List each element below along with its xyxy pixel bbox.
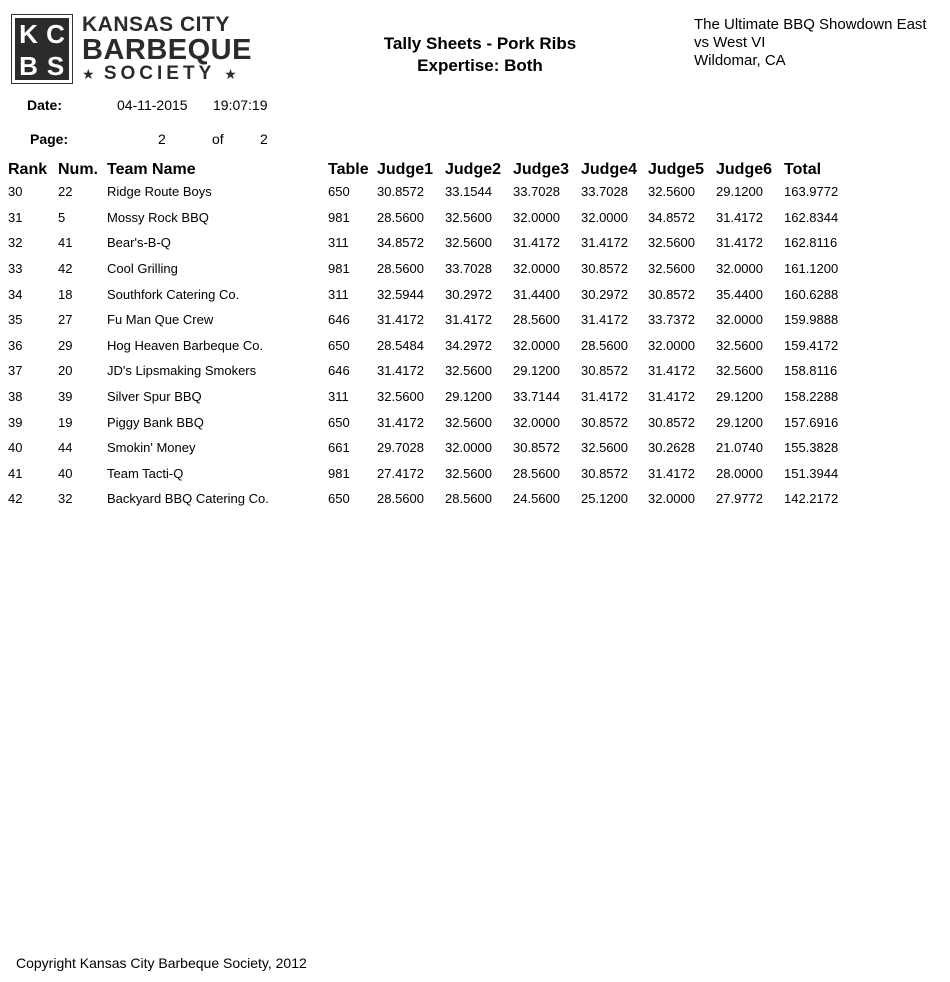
table-row [8,333,854,359]
table-row [8,384,854,410]
table-row [8,358,854,384]
total-cell: 142.2172 [784,491,839,507]
team-name-cell: JD's Lipsmaking Smokers [107,363,257,379]
logo-wordmark [82,14,272,84]
team-name-cell: Team Tacti-Q [107,465,184,481]
judge4-cell: 25.1200 [581,491,628,507]
judge2-cell: 32.5600 [445,209,492,225]
rank-cell: 36 [8,337,23,353]
judge5-cell: 31.4172 [648,389,695,405]
rank-cell: 33 [8,261,23,277]
judge3-cell: 32.0000 [513,261,560,277]
judge1-cell: 32.5600 [377,389,424,405]
judge2-cell: 32.5600 [445,235,492,251]
table-number-cell: 650 [328,184,350,200]
judge2-cell: 33.7028 [445,261,492,277]
table-number-cell: 646 [328,363,350,379]
copyright: Copyright Kansas City Barbeque Society, 2012 [16,955,307,971]
table-row [8,486,854,512]
judge2-cell: 32.5600 [445,363,492,379]
report-title: Tally Sheets - Pork Ribs [383,34,577,53]
star-icon: ★ [82,66,95,82]
judge6-cell: 29.1200 [716,414,763,430]
team-number-cell: 40 [58,465,73,481]
team-name-cell: Ridge Route Boys [107,184,212,200]
team-number-cell: 39 [58,389,73,405]
judge1-cell: 32.5944 [377,286,424,302]
page-label: Page: [30,131,69,147]
table-number-cell: 981 [328,209,350,225]
judge5-cell: 32.0000 [648,337,695,353]
team-name-cell: Cool Grilling [107,261,178,277]
team-number-cell: 20 [58,363,73,379]
kcbs-mark [11,14,73,84]
judge1-cell: 30.8572 [377,184,424,200]
table-row [8,461,854,487]
column-header: Judge1 [377,161,434,178]
rank-cell: 39 [8,414,23,430]
judge6-cell: 32.5600 [716,363,763,379]
team-name-cell: Silver Spur BBQ [107,389,202,405]
judge5-cell: 31.4172 [648,363,695,379]
table-number-cell: 311 [328,389,349,405]
judge5-cell: 30.8572 [648,414,695,430]
judge4-cell: 30.8572 [581,465,628,481]
star-icon: ★ [224,66,237,82]
total-cell: 159.4172 [784,337,839,353]
judge5-cell: 32.5600 [648,261,695,277]
team-name-cell: Mossy Rock BBQ [107,209,209,225]
mark-letter: C [46,19,65,49]
judge2-cell: 30.2972 [445,286,492,302]
judge4-cell: 31.4172 [581,389,628,405]
team-number-cell: 19 [58,414,73,430]
team-number-cell: 5 [58,209,66,225]
judge2-cell: 28.5600 [445,491,492,507]
column-header: Judge2 [445,161,502,178]
judge2-cell: 29.1200 [445,389,492,405]
team-name-cell: Bear's-B-Q [107,235,171,251]
table-row [8,435,854,461]
judge4-cell: 33.7028 [581,184,628,200]
judge1-cell: 29.7028 [377,440,424,456]
total-cell: 155.3828 [784,440,839,456]
rank-cell: 37 [8,363,23,379]
team-number-cell: 27 [58,312,73,328]
judge3-cell: 28.5600 [513,465,560,481]
table-number-cell: 981 [328,261,350,277]
judge1-cell: 31.4172 [377,312,424,328]
column-header: Table [328,161,369,178]
table-header-row [8,157,854,179]
judge1-cell: 31.4172 [377,363,424,379]
column-header: Team Name [107,161,196,178]
team-name-cell: Smokin' Money [107,440,196,456]
judge5-cell: 33.7372 [648,312,695,328]
event-name-line1: The Ultimate BBQ Showdown East [694,16,927,33]
table-number-cell: 661 [328,440,350,456]
report-title-block [340,33,620,77]
total-cell: 162.8344 [784,209,839,225]
column-header: Judge6 [716,161,773,178]
judge3-cell: 29.1200 [513,363,560,379]
date-label: Date: [27,97,63,113]
total-cell: 161.1200 [784,261,839,277]
table-row [8,179,854,205]
judge2-cell: 32.5600 [445,465,492,481]
column-header: Judge4 [581,161,638,178]
judge1-cell: 31.4172 [377,414,424,430]
column-header: Rank [8,161,48,178]
logo-line-kansas-city: KANSAS CITY [82,13,230,36]
judge5-cell: 34.8572 [648,209,695,225]
team-number-cell: 22 [58,184,73,200]
judge6-cell: 32.0000 [716,261,763,277]
judge1-cell: 28.5600 [377,491,424,507]
judge4-cell: 30.8572 [581,261,628,277]
table-row [8,281,854,307]
judge1-cell: 28.5484 [377,337,424,353]
logo-line-society [82,64,272,84]
mark-letter: S [46,51,65,81]
judge4-cell: 30.8572 [581,363,628,379]
judge6-cell: 29.1200 [716,389,763,405]
judge6-cell: 35.4400 [716,286,763,302]
team-name-cell: Hog Heaven Barbeque Co. [107,337,264,353]
total-cell: 157.6916 [784,414,839,430]
judge6-cell: 21.0740 [716,440,763,456]
total-cell: 158.8116 [784,363,838,379]
team-number-cell: 32 [58,491,73,507]
judge3-cell: 31.4172 [513,235,560,251]
logo-society-text: SOCIETY [103,63,215,84]
judge5-cell: 30.2628 [648,440,695,456]
mark-letter: K [19,19,38,49]
judge3-cell: 32.0000 [513,209,560,225]
table-number-cell: 650 [328,414,350,430]
judge4-cell: 30.2972 [581,286,628,302]
team-name-cell: Piggy Bank BBQ [107,414,204,430]
table-number-cell: 311 [328,286,349,302]
rank-cell: 31 [8,209,23,225]
kcbs-logo [11,14,271,86]
table-number-cell: 650 [328,491,350,507]
judge5-cell: 32.0000 [648,491,695,507]
team-number-cell: 18 [58,286,73,302]
total-cell: 163.9772 [784,184,839,200]
judge2-cell: 33.1544 [445,184,492,200]
column-header: Judge5 [648,161,705,178]
table-number-cell: 650 [328,337,350,353]
judge3-cell: 32.0000 [513,414,560,430]
judge6-cell: 31.4172 [716,235,763,251]
event-name-line2: vs West VI [694,34,766,51]
tally-table [8,157,854,512]
team-name-cell: Southfork Catering Co. [107,286,240,302]
mark-letter: B [19,51,38,81]
judge1-cell: 28.5600 [377,261,424,277]
rank-cell: 41 [8,465,23,481]
rank-cell: 38 [8,389,23,405]
judge3-cell: 30.8572 [513,440,560,456]
team-number-cell: 44 [58,440,73,456]
judge3-cell: 28.5600 [513,312,560,328]
time-value: 19:07:19 [213,97,268,113]
event-info [694,16,946,70]
team-name-cell: Backyard BBQ Catering Co. [107,491,269,507]
page-total: 2 [260,131,268,147]
total-cell: 160.6288 [784,286,839,302]
judge5-cell: 32.5600 [648,184,695,200]
judge2-cell: 31.4172 [445,312,492,328]
table-number-cell: 646 [328,312,350,328]
column-header: Total [784,161,822,178]
judge4-cell: 31.4172 [581,312,628,328]
judge6-cell: 32.0000 [716,312,763,328]
rank-cell: 40 [8,440,23,456]
judge1-cell: 27.4172 [377,465,424,481]
judge5-cell: 30.8572 [648,286,695,302]
rank-cell: 30 [8,184,23,200]
judge1-cell: 28.5600 [377,209,424,225]
total-cell: 151.3944 [784,465,839,481]
page-of: of [212,131,224,147]
logo-line-barbeque: BARBEQUE [82,34,252,66]
judge2-cell: 34.2972 [445,337,492,353]
team-number-cell: 42 [58,261,73,277]
judge1-cell: 34.8572 [377,235,424,251]
total-cell: 158.2288 [784,389,839,405]
date-value: 04-11-2015 [117,97,188,113]
column-header: Num. [58,161,98,178]
rank-cell: 34 [8,286,23,302]
team-name-cell: Fu Man Que Crew [107,312,214,328]
judge4-cell: 32.5600 [581,440,628,456]
rank-cell: 32 [8,235,23,251]
judge2-cell: 32.5600 [445,414,492,430]
total-cell: 162.8116 [784,235,838,251]
rank-cell: 35 [8,312,23,328]
judge2-cell: 32.0000 [445,440,492,456]
judge4-cell: 32.0000 [581,209,628,225]
rank-cell: 42 [8,491,23,507]
judge3-cell: 31.4400 [513,286,560,302]
judge3-cell: 33.7144 [513,389,560,405]
table-number-cell: 981 [328,465,350,481]
tally-table-body [8,179,854,512]
column-header: Judge3 [513,161,570,178]
report-subtitle: Expertise: Both [417,56,543,75]
judge6-cell: 28.0000 [716,465,763,481]
judge4-cell: 30.8572 [581,414,628,430]
total-cell: 159.9888 [784,312,839,328]
judge6-cell: 32.5600 [716,337,763,353]
table-row [8,409,854,435]
judge3-cell: 24.5600 [513,491,560,507]
judge5-cell: 31.4172 [648,465,695,481]
judge3-cell: 32.0000 [513,337,560,353]
team-number-cell: 41 [58,235,73,251]
judge4-cell: 28.5600 [581,337,628,353]
table-number-cell: 311 [328,235,349,251]
table-row [8,205,854,231]
table-row [8,230,854,256]
table-row [8,307,854,333]
judge5-cell: 32.5600 [648,235,695,251]
judge6-cell: 27.9772 [716,491,763,507]
event-location: Wildomar, CA [694,52,786,69]
table-row [8,256,854,282]
page-current: 2 [158,131,166,147]
judge6-cell: 31.4172 [716,209,763,225]
team-number-cell: 29 [58,337,73,353]
judge3-cell: 33.7028 [513,184,560,200]
judge4-cell: 31.4172 [581,235,628,251]
judge6-cell: 29.1200 [716,184,763,200]
